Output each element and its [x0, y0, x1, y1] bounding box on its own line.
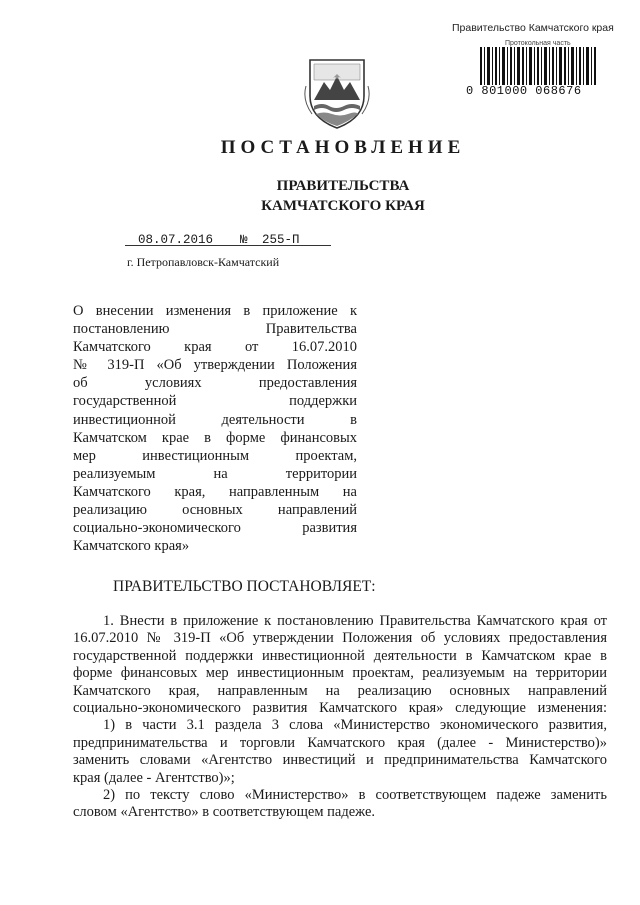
paragraph-line: заменить словами «Агентство инвестиций и предпринимательства Камчатского: [73, 752, 607, 769]
date-underline: [125, 245, 331, 246]
subject-block: [73, 302, 357, 555]
page-title: ПОСТАНОВЛЕНИЕ: [220, 137, 466, 158]
issuer-line: ПРАВИТЕЛЬСТВА: [276, 178, 410, 194]
barcode-number: 0 801000 068676: [466, 84, 582, 98]
stamp-subtitle: Протокольная часть: [505, 40, 571, 47]
paragraph-line: социально-экономического развития Камчатского края» следующие изменения:: [73, 700, 607, 717]
paragraph-line: края (далее - Агентство)»;: [73, 769, 235, 786]
subject-line: социально-экономического развития: [73, 520, 357, 537]
paragraph-line: словом «Агентство» в соответствующем падеже.: [73, 804, 376, 821]
subject-line: О внесении изменения в приложение к: [73, 303, 357, 319]
subject-line: реализацию основных направлений: [73, 502, 357, 519]
barcode-icon: [480, 47, 598, 85]
paragraph-line: форме финансовых мер инвестиционным проектам, реализуемым на территории: [73, 665, 607, 682]
subject-line: об условиях предоставления: [73, 375, 357, 392]
body-text: [73, 613, 607, 822]
document-number: 255-П: [262, 233, 300, 247]
issuer-name: [0, 176, 640, 216]
paragraph-line: 1) в части 3.1 раздела 3 слова «Министерство экономического развития,: [103, 717, 607, 734]
city: г. Петропавловск-Камчатский: [127, 255, 280, 269]
paragraph-line: 2) по тексту слово «Министерство» в соответствующем падеже заменить: [103, 787, 607, 804]
paragraph-line: 1. Внести в приложение к постановлению Правительства Камчатского края от: [103, 613, 607, 629]
subject-line: постановлению Правительства: [73, 321, 357, 338]
subject-line: Камчатского края от 16.07.2010: [73, 339, 357, 356]
decree-heading: ПРАВИТЕЛЬСТВО ПОСТАНОВЛЯЕТ:: [113, 578, 376, 595]
subject-line: мер инвестиционным проектам,: [73, 447, 357, 464]
subject-line: Камчатского края, направленным на: [73, 483, 357, 500]
subject-line: № 319-П «Об утверждении Положения: [73, 357, 357, 374]
number-label: №: [240, 233, 248, 247]
subject-line: Камчатского края»: [73, 538, 190, 555]
issuer-line: КАМЧАТСКОГО КРАЯ: [261, 198, 425, 214]
subject-line: государственной поддержки: [73, 393, 357, 410]
coat-of-arms-icon: [302, 56, 372, 130]
paragraph-line: 16.07.2010 № 319-П «Об утверждении Положения об условиях предоставления: [73, 630, 607, 647]
paragraph-line: государственной поддержки инвестиционной деятельности в Камчатском крае в: [73, 647, 607, 664]
paragraph-line: предпринимательства и торговли Камчатского края (далее - Министерство)»: [73, 734, 607, 751]
stamp-organization: Правительство Камчатского края: [452, 22, 614, 34]
subject-line: Камчатском крае в форме финансовых: [73, 429, 357, 446]
subject-line: реализуемым на территории: [73, 465, 357, 482]
paragraph-line: Камчатского края, направленным на реализацию основных направлений: [73, 682, 607, 699]
document-date: 08.07.2016: [138, 233, 214, 247]
subject-line: инвестиционной деятельности в: [73, 411, 357, 428]
